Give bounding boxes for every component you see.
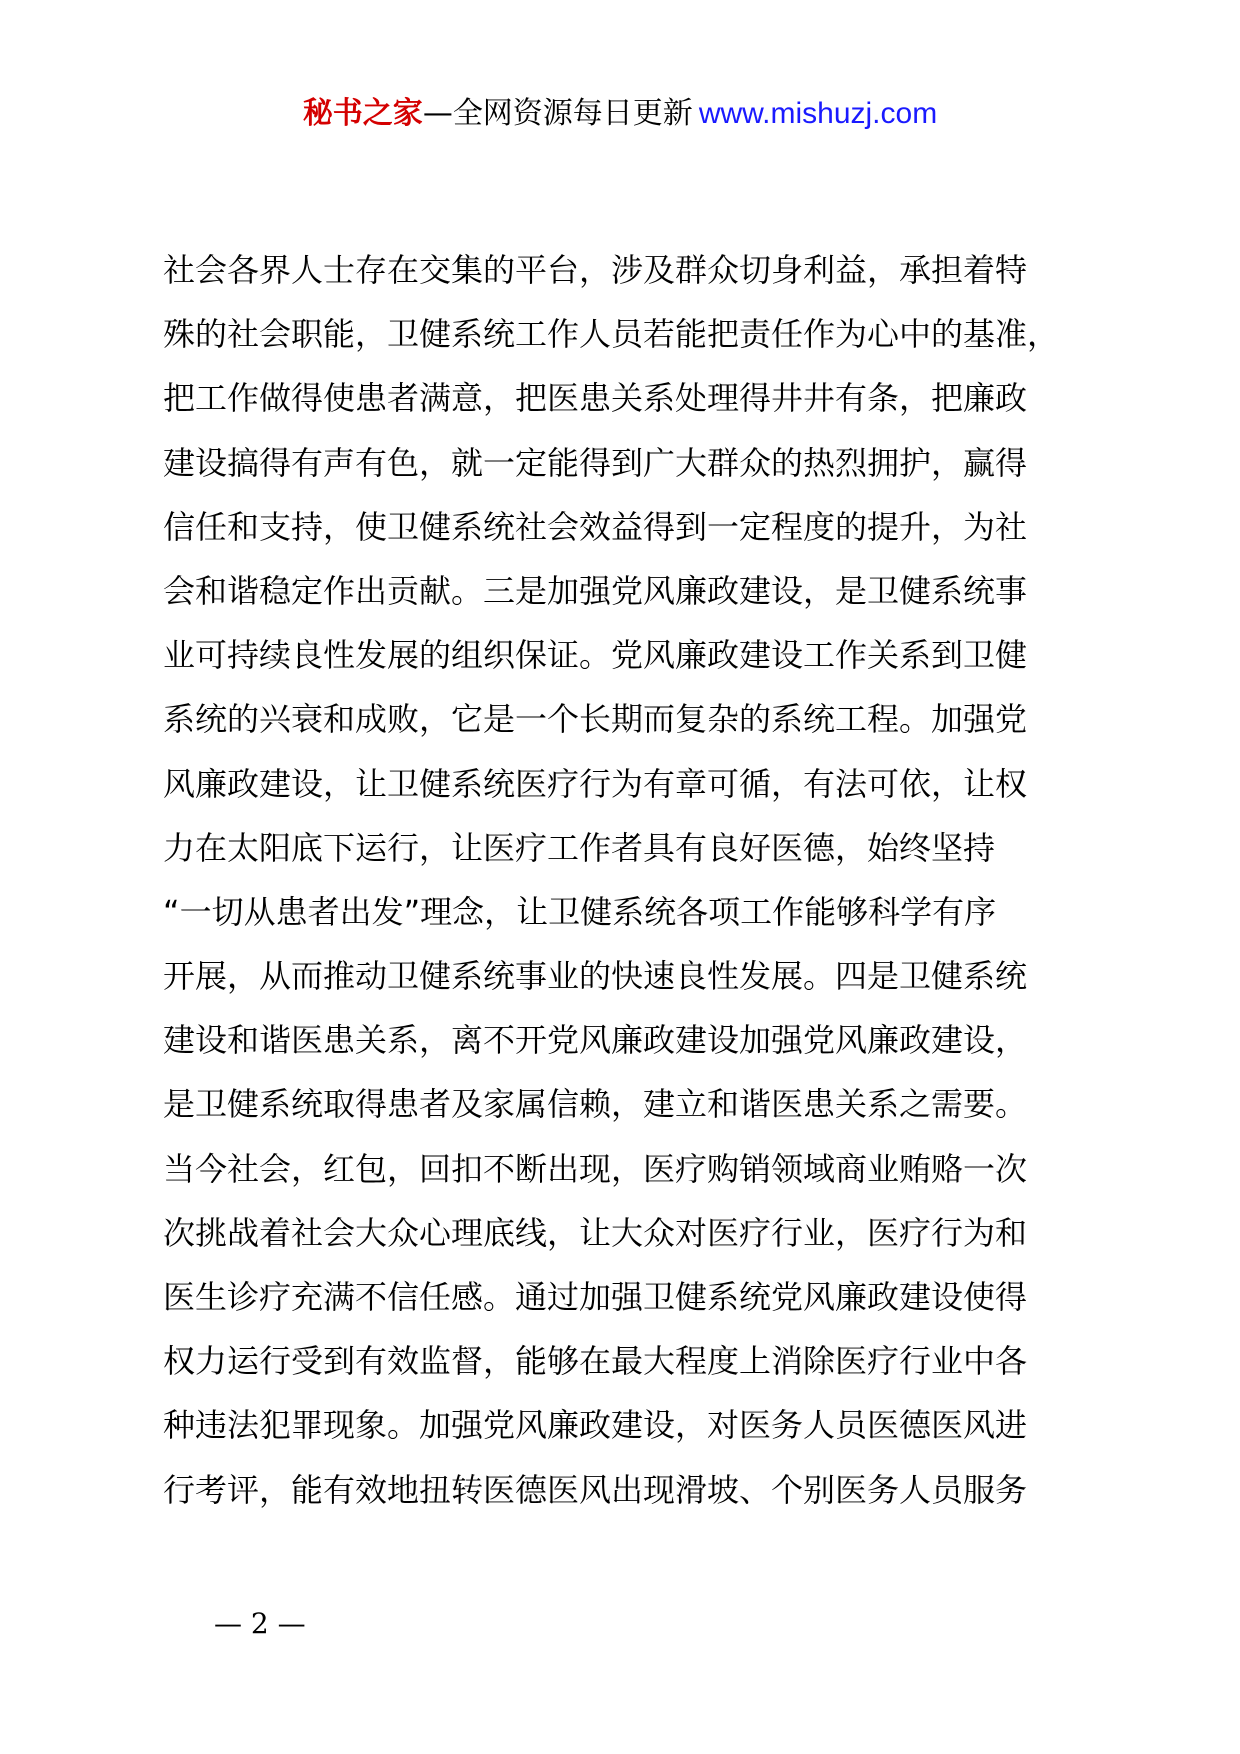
text-line: 社会各界人士存在交集的平台，涉及群众切身利益，承担着特	[163, 251, 1028, 289]
text-line: 会和谐稳定作出贡献。三是加强党风廉政建设，是卫健系统事	[163, 571, 1028, 610]
text-line: 风廉政建设，让卫健系统医疗行为有章可循，有法可依，让权	[163, 764, 1028, 803]
text-line: 把工作做得使患者满意，把医患关系处理得井井有条，把廉政	[163, 379, 1028, 418]
text-line: 当今社会，红包，回扣不断出现，医疗购销领域商业贿赂一次	[163, 1149, 1028, 1188]
text-line: 行考评，能有效地扭转医德医风出现滑坡、个别医务人员服务	[163, 1470, 1028, 1509]
brand-name: 秘书之家	[302, 96, 423, 131]
text-line: 业可持续良性发展的组织保证。党风廉政建设工作关系到卫健	[163, 636, 1028, 675]
text-line: “一切从患者出发”理念，让卫健系统各项工作能够科学有序	[163, 892, 997, 931]
page-header	[0, 94, 1240, 134]
page-number: — 2 —	[214, 1607, 306, 1640]
text-line: 医生诊疗充满不信任感。通过加强卫健系统党风廉政建设使得	[163, 1278, 1028, 1316]
site-url[interactable]: www.mishuzj.com	[698, 97, 938, 130]
text-line: 是卫健系统取得患者及家属信赖，建立和谐医患关系之需要。	[163, 1085, 1028, 1124]
text-line: 建设和谐医患关系，离不开党风廉政建设加强党风廉政建设，	[163, 1021, 1028, 1060]
text-line: 开展，从而推动卫健系统事业的快速良性发展。四是卫健系统	[163, 957, 1028, 996]
text-line: 建设搞得有声有色，就一定能得到广大群众的热烈拥护，赢得	[163, 443, 1028, 482]
text-line: 系统的兴衰和成败，它是一个长期而复杂的系统工程。加强党	[163, 700, 1028, 739]
document-body	[163, 238, 1123, 1522]
text-line: 次挑战着社会大众心理底线，让大众对医疗行业，医疗行为和	[163, 1213, 1028, 1252]
header-tagline: —全网资源每日更新	[422, 96, 693, 131]
text-line: 种违法犯罪现象。加强党风廉政建设，对医务人员医德医风进	[163, 1406, 1028, 1445]
text-line: 信任和支持，使卫健系统社会效益得到一定程度的提升，为社	[163, 507, 1028, 546]
text-line: 力在太阳底下运行，让医疗工作者具有良好医德，始终坚持	[163, 828, 996, 867]
text-line: 殊的社会职能，卫健系统工作人员若能把责任作为心中的基准，	[163, 315, 1060, 354]
text-line: 权力运行受到有效监督，能够在最大程度上消除医疗行业中各	[163, 1342, 1028, 1381]
